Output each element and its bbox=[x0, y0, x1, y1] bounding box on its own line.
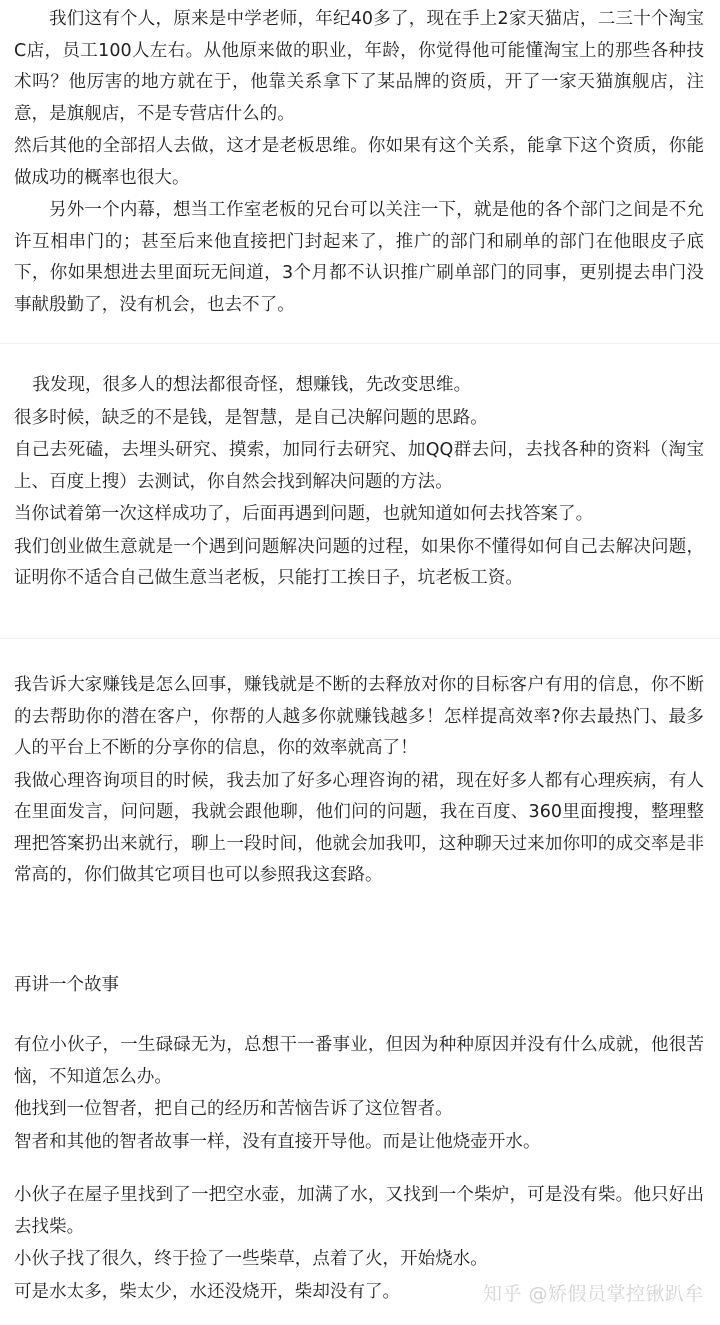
paragraph: 我们创业做生意就是一个遇到问题解决问题的过程，如果你不懂得如何自己去解决问题，证明你不适合自己做生意当老板，只能打工挨日子，坑老板工资。 bbox=[14, 536, 704, 588]
paragraph: 他找到一位智者，把自己的经历和苦恼告诉了这位智者。 bbox=[14, 1099, 453, 1119]
paragraph: 自己去死磕，去埋头研究、摸索，加同行去研究、加QQ群去问，去找各种的资料（淘宝上、百度上搜）去测试，你自然会找到解决问题的方法。 bbox=[14, 440, 704, 492]
paragraph: 智者和其他的智者故事一样，没有直接开导他。而是让他烧壶开水。 bbox=[14, 1131, 541, 1152]
mindset-section bbox=[0, 370, 720, 596]
zhihu-watermark: 知乎 @矫假员掌控锹趴牟 bbox=[482, 1283, 704, 1305]
story-heading-section bbox=[0, 970, 720, 1002]
paragraph: 当你试着第一次这样成功了，后面再遇到问题，也就知道如何去找答案了。 bbox=[14, 504, 594, 524]
paragraph: 很多时候，缺乏的不是钱，是智慧，是自己决解问题的思路。 bbox=[14, 407, 488, 428]
paragraph: 另外一个内幕，想当工作室老板的兄台可以关注一下，就是他的各个部门之间是不允许互相串门的；甚至后来他直接把门封起来了，推广的部门和刷单的部门在他眼皮子底下，你如果想进去里面玩无间道，3个月都不认识推广刷单部门的同事，更别提去串门没事献殷勤了，没有机会，也去不了。 bbox=[14, 200, 704, 315]
paragraph: 小伙子在屋子里找到了一把空水壶，加满了水，又找到一个柴炉，可是没有柴。他只好出去找柴。 bbox=[14, 1185, 704, 1237]
section-heading: 再讲一个故事 bbox=[14, 975, 119, 995]
story-section-teacher bbox=[0, 4, 720, 322]
paragraph: 有位小伙子，一生碌碌无为，总想干一番事业，但因为种种原因并没有什么成就，他很苦恼，不知道怎么办。 bbox=[14, 1035, 704, 1087]
paragraph: 我们这有个人，原来是中学老师，年纪40多了，现在手上2家天猫店，二三十个淘宝C店，员工100人左右。从他原来做的职业，年龄，你觉得他可能懂淘宝上的那些各种技术吗？他厉害的地方就在于，他靠关系拿下了某品牌的资质，开了一家天猫旗舰店，注意，是旗舰店，不是专营店什么的。 bbox=[14, 9, 704, 124]
section-divider bbox=[0, 638, 720, 639]
paragraph: 可是水太多，柴太少，水还没烧开，柴却没有了。 bbox=[14, 1281, 401, 1302]
paragraph: 我告诉大家赚钱是怎么回事，赚钱就是不断的去释放对你的目标客户有用的信息，你不断的去帮助你的潜在客户，你帮的人越多你就赚钱越多！怎样提高效率?你去最热门、最多人的平台上不断的分享你的信息，你的效率就高了！ bbox=[14, 675, 704, 758]
story-section-wise-man bbox=[0, 1030, 720, 1159]
paragraph: 我做心理咨询项目的时候，我去加了好多心理咨询的裙，现在好多人都有心理疾病，有人在里面发言，问问题，我就会跟他聊，他们问的问题，我在百度、360里面搜搜，整理整理把答案扔出来就行，聊上一段时间，他就会加我叩，这种聊天过来加你叩的成交率是非常高的，你们做其它项目也可以参照我这套路。 bbox=[14, 770, 704, 885]
paragraph: 我发现，很多人的想法都很奇怪，想赚钱，先改变思维。 bbox=[32, 375, 472, 395]
section-divider bbox=[0, 343, 720, 344]
paragraph: 然后其他的全部招人去做，这才是老板思维。你如果有这个关系，能拿下这个资质，你能做成功的概率也很大。 bbox=[14, 136, 704, 188]
paragraph: 小伙子找了很久，终于捡了一些柴草，点着了火，开始烧水。 bbox=[14, 1249, 488, 1269]
earning-section bbox=[0, 670, 720, 893]
